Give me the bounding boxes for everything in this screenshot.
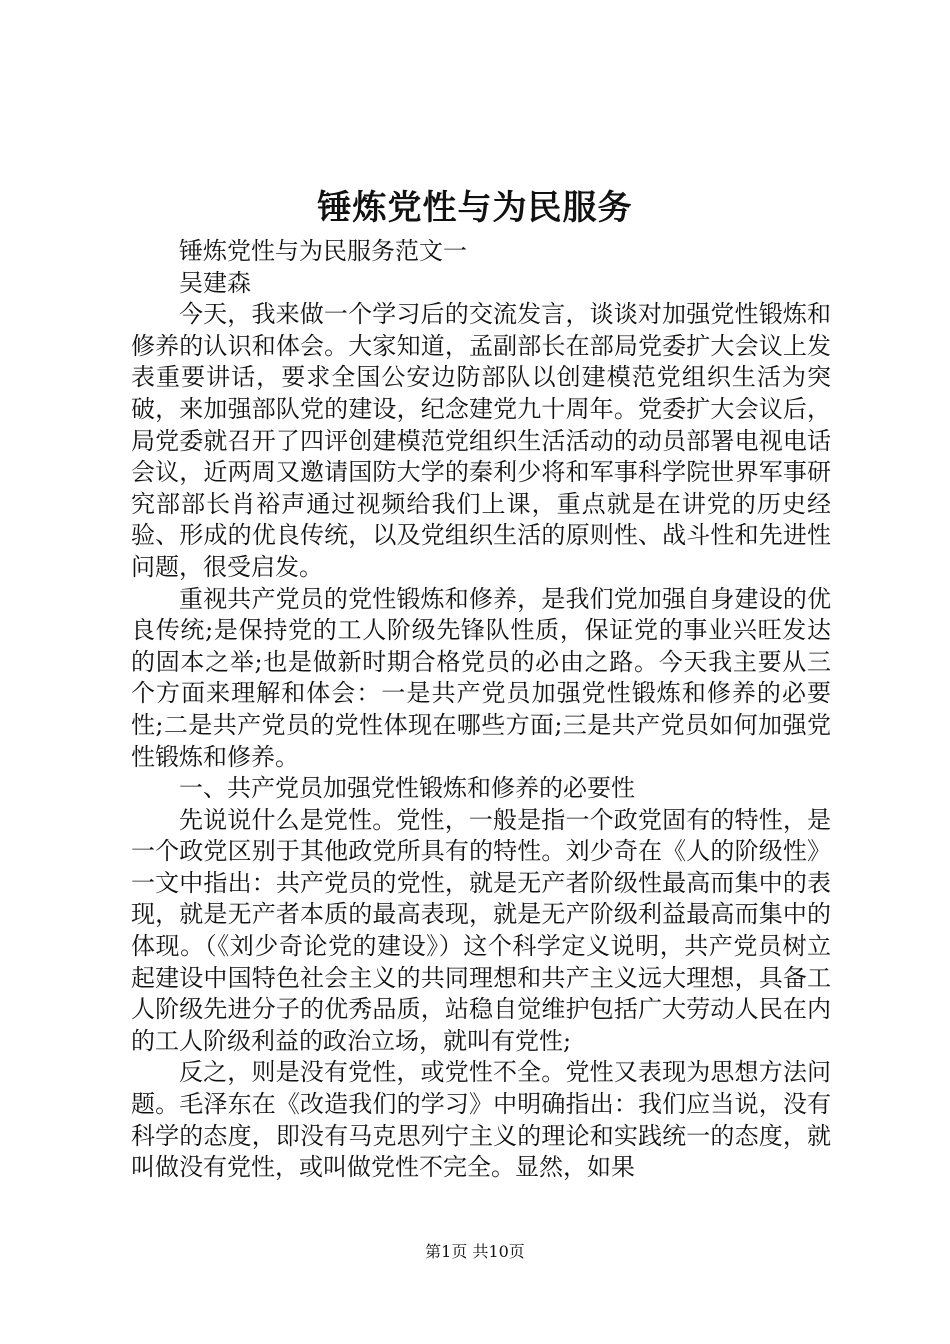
body-paragraph: 今天，我来做一个学习后的交流发言，谈谈对加强党性锻炼和修养的认识和体会。大家知道，孟副部长在部局党委扩大会议上发表重要讲话，要求全国公安边防部队以创建模范党组织生活为突破，来加强部队党的建设，纪念建党九十周年。党委扩大会议后，局党委就召开了四评创建模范党组织生活活动的动员部署电视电话会议，近两周又邀请国防大学的秦利少将和军事科学院世界军事研究部部长肖裕声通过视频给我们上课，重点就是在讲党的历史经验、形成的优良传统，以及党组织生活的原则性、战斗性和先进性问题，很受启发。 [131, 300, 831, 581]
page-footer: 第1页 共10页 [425, 1242, 525, 1261]
author-paragraph: 吴建森 [179, 268, 251, 297]
body-paragraph: 先说说什么是党性。党性，一般是指一个政党固有的特性，是一个政党区别于其他政党所具有的特性。刘少奇在《人的阶级性》一文中指出：共产党员的党性，就是无产者阶级性最高而集中的表现，就是无产者本质的最高表现，就是无产阶级利益最高而集中的体现。（《刘少奇论党的建设》）这个科学定义说明，共产党员树立起建设中国特色社会主义的共同理想和共产主义远大理想，具备工人阶级先进分子的优秀品质，站稳自觉维护包括广大劳动人民在内的工人阶级利益的政治立场，就叫有党性; [131, 805, 831, 1055]
document-body [131, 236, 831, 1184]
subtitle-paragraph: 锤炼党性与为民服务范文一 [179, 237, 467, 265]
body-paragraph: 反之，则是没有党性，或党性不全。党性又表现为思想方法问题。毛泽东在《改造我们的学习》中明确指出：我们应当说，没有科学的态度，即没有马克思列宁主义的理论和实践统一的态度，就叫做没有党性，或叫做党性不完全。显然，如果 [131, 1058, 831, 1182]
document-title: 锤炼党性与为民服务 [317, 188, 633, 228]
section-heading: 一、共产党员加强党性锻炼和修养的必要性 [179, 774, 635, 803]
body-paragraph: 重视共产党员的党性锻炼和修养，是我们党加强自身建设的优良传统;是保持党的工人阶级先锋队性质，保证党的事业兴旺发达的固本之举;也是做新时期合格党员的必由之路。今天我主要从三个方面来理解和体会：一是共产党员加强党性锻炼和修养的必要性;二是共产党员的党性体现在哪些方面;三是共产党员如何加强党性锻炼和修养。 [131, 584, 831, 771]
